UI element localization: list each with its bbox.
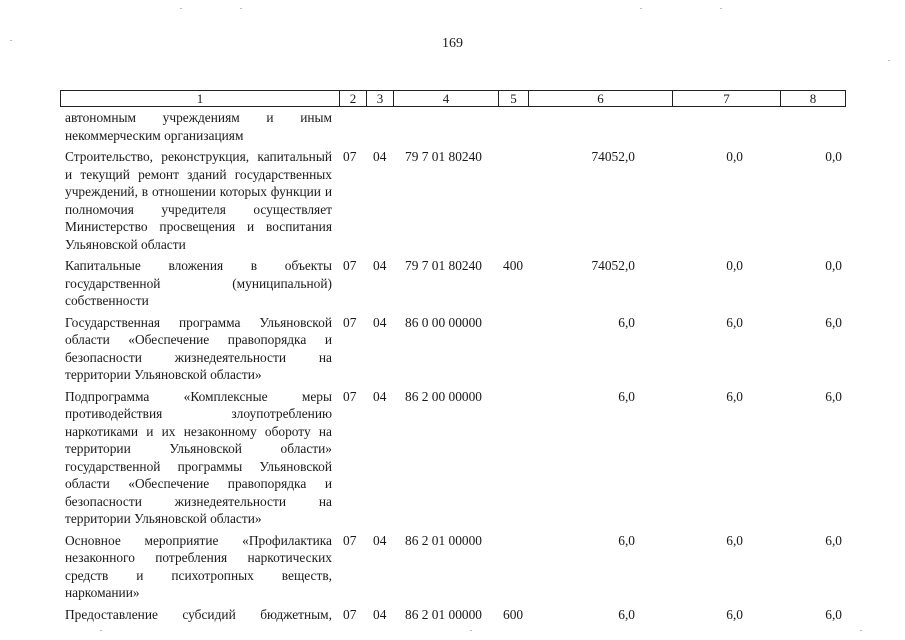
table-row [0,606,905,624]
row-subsection: 04 [373,606,387,622]
row-amount-col6: 74052,0 [591,149,635,164]
table-row [0,388,905,528]
row-amount-col7: 0,0 [726,149,743,164]
header-col-2: 2 [340,91,367,106]
row-amount-col8: 0,0 [825,258,842,273]
row-target-code: 86 2 00 00000 [405,388,482,404]
row-description: Подпрограмма «Комплексные меры противодействия злоупотреблению наркотиками и их незаконному обороту на территории Ульяновской области» государственной программы Ульяновской области «Обеспечение правопорядка и безопасности жизнедеятельности на территории Ульяновской области» [65,388,332,526]
row-description: Государственная программа Ульяновской области «Обеспечение правопорядка и безопасности жизнедеятельности на территории Ульяновской области» [65,314,332,382]
header-col-8: 8 [809,91,817,106]
scan-speck [888,60,890,61]
table-row [0,109,905,144]
row-amount-col8: 0,0 [825,149,842,164]
scan-speck [180,8,182,9]
row-section: 07 [343,606,357,622]
row-amount-col8: 6,0 [825,388,842,404]
table-row [0,314,905,384]
row-amount-col7: 6,0 [726,388,743,404]
row-description: Капитальные вложения в объекты государственной (муниципальной) собственности [65,258,332,308]
row-amount-col8: 6,0 [825,314,842,330]
row-amount-col6: 74052,0 [591,258,635,273]
row-description: Строительство, реконструкция, капитальный и текущий ремонт зданий государственных учреждений, в отношении которых функции и полномочия учредителя осуществляет Министерство просвещения и воспитания Ульяновской области [65,149,332,252]
scan-speck [720,8,722,9]
row-target-code: 86 2 01 00000 [405,532,482,548]
row-subsection: 04 [373,258,387,273]
row-amount-col7: 6,0 [726,314,743,330]
row-amount-col6: 6,0 [618,314,635,330]
row-description: автономным учреждениям и иным некоммерческим организациям [65,110,332,143]
row-target-code: 86 2 01 00000 [405,606,482,622]
scan-speck [10,40,12,41]
header-col-6: 6 [529,91,673,106]
row-amount-col7: 6,0 [726,606,743,622]
row-target-code: 79 7 01 80240 [405,258,482,273]
header-col-4: 4 [394,91,499,106]
scan-speck [860,630,862,631]
row-expense-type: 600 [503,606,524,622]
row-amount-col6: 6,0 [618,388,635,404]
row-section: 07 [343,532,357,548]
row-amount-col8: 6,0 [825,606,842,622]
row-description: Основное мероприятие «Профилактика незаконного потребления наркотических средств и психотропных веществ, наркомании» [65,532,332,600]
page-number: 169 [442,36,463,51]
row-section: 07 [343,314,357,330]
row-subsection: 04 [373,532,387,548]
row-subsection: 04 [373,149,387,164]
row-section: 07 [343,258,357,273]
header-col-5: 5 [499,91,529,106]
row-expense-type: 400 [503,258,524,273]
table-row [0,257,905,310]
row-target-code: 86 0 00 00000 [405,314,482,330]
table-header [60,90,846,107]
row-amount-col6: 6,0 [618,532,635,548]
table-row [0,148,905,253]
row-section: 07 [343,149,357,164]
row-target-code: 79 7 01 80240 [405,149,482,164]
row-amount-col7: 0,0 [726,258,743,273]
header-col-1: 1 [61,91,340,106]
row-amount-col6: 6,0 [618,606,635,622]
row-subsection: 04 [373,388,387,404]
scan-speck [240,8,242,9]
row-description: Предоставление субсидий бюджетным, [65,606,332,622]
table-body [0,109,905,623]
scan-speck [640,8,642,9]
header-col-3: 3 [367,91,394,106]
scan-speck [100,630,102,631]
scan-speck [470,630,472,631]
table-row [0,532,905,602]
row-amount-col8: 6,0 [825,532,842,548]
row-amount-col7: 6,0 [726,532,743,548]
row-section: 07 [343,388,357,404]
row-subsection: 04 [373,314,387,330]
header-col-7: 7 [673,91,781,106]
